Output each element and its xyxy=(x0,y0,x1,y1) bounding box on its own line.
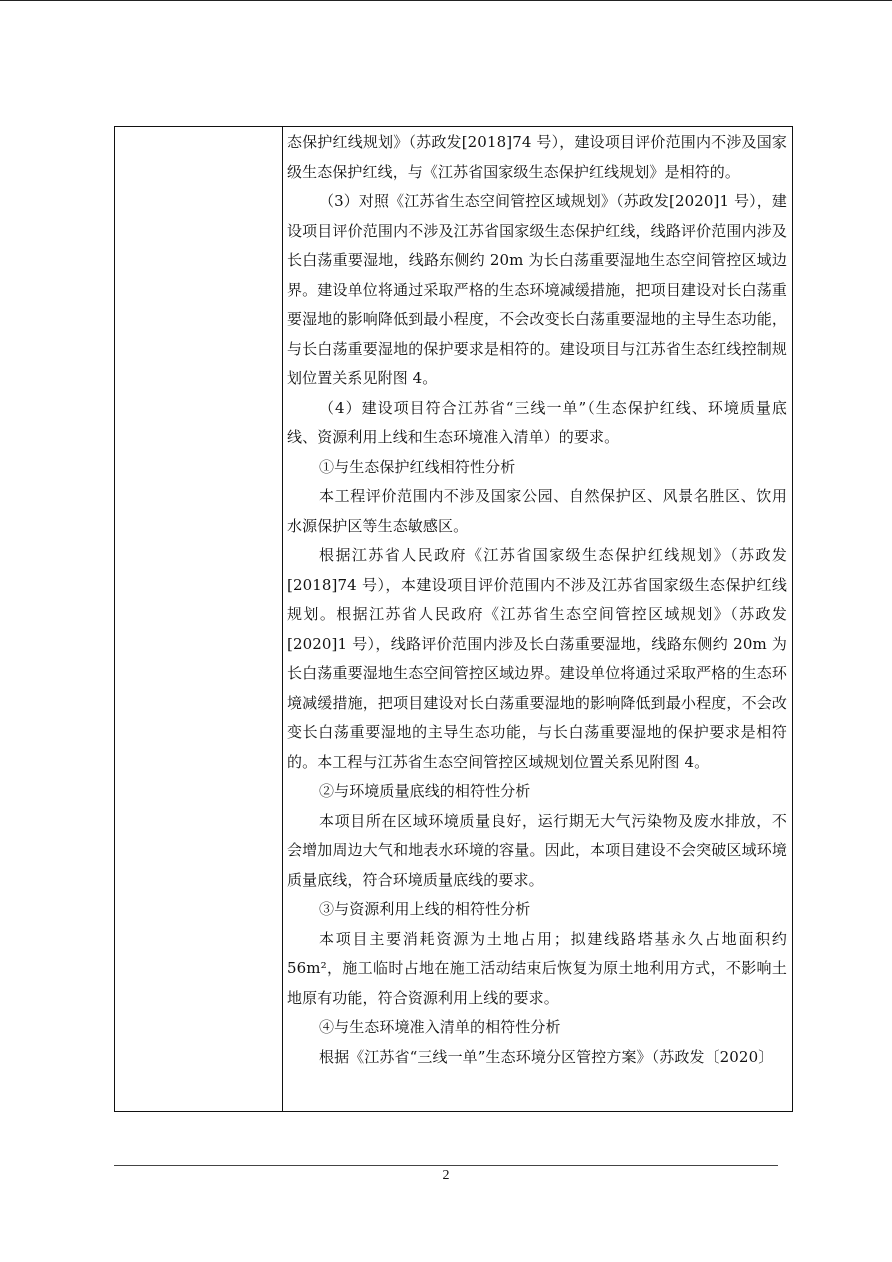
page-number: 2 xyxy=(442,1168,450,1183)
top-border-line xyxy=(0,0,892,1)
paragraph: （4）建设项目符合江苏省“三线一单”（生态保护红线、环境质量底线、资源利用上线和生态环境准入清单）的要求。 xyxy=(287,398,787,446)
paragraph: 根据江苏省人民政府《江苏省国家级生态保护红线规划》（苏政发[2018]74 号），本建设项目评价范围内不涉及江苏省国家级生态保护红线规划。根据江苏省人民政府《江苏省生态空间管控区域规划》（苏政发[2020]1 号），线路评价范围内涉及长白荡重要湿地，线路东侧约 20m 为长白荡重要湿地生态空间管控区域边界。建设单位将通过采取严格的生态环境减缓措施，把项目建设对长白荡重要湿地的影响降低到最小程度，不会改变长白荡重要湿地的主导生态功能，与长白荡重要湿地的保护要求是相符的。本工程与江苏省生态空间管控区域规划位置关系见附图 4。 xyxy=(287,546,787,771)
table-content-cell xyxy=(283,127,791,1111)
paragraph-heading: ①与生态保护红线相符性分析 xyxy=(319,457,516,476)
paragraph-heading: ③与资源利用上线的相符性分析 xyxy=(319,900,531,918)
paragraph: 本项目主要消耗资源为土地占用；拟建线路塔基永久占地面积约56m²，施工临时占地在施工活动结束后恢复为原土地利用方式，不影响土地原有功能，符合资源利用上线的要求。 xyxy=(287,929,787,1007)
paragraph: 根据《江苏省“三线一单”生态环境分区管控方案》（苏政发〔2020〕 xyxy=(319,1047,774,1066)
paragraph-heading: ④与生态环境准入清单的相符性分析 xyxy=(319,1018,561,1036)
document-table xyxy=(114,126,793,1112)
paragraph: 本项目所在区域环境质量良好，运行期无大气污染物及废水排放，不会增加周边大气和地表水环境的容量。因此，本项目建设不会突破区域环境质量底线，符合环境质量底线的要求。 xyxy=(287,811,787,889)
paragraph: 本工程评价范围内不涉及国家公园、自然保护区、风景名胜区、饮用水源保护区等生态敏感区。 xyxy=(287,487,787,535)
paragraph: （3）对照《江苏省生态空间管控区域规划》（苏政发[2020]1 号），建设项目评价范围内不涉及江苏省国家级生态保护红线，线路评价范围内涉及长白荡重要湿地，线路东侧约 20m 为长白荡重要湿地生态空间管控区域边界。建设单位将通过采取严格的生态环境减缓措施，把项目建设对长白荡重要湿地的影响降低到最小程度，不会改变长白荡重要湿地的主导生态功能，与长白荡重要湿地的保护要求是相符的。建设项目与江苏省生态红线控制规划位置关系见附图 4。 xyxy=(287,192,787,387)
table-label-column xyxy=(115,127,283,1111)
paragraph: 态保护红线规划》（苏政发[2018]74 号），建设项目评价范围内不涉及国家级生态保护红线，与《江苏省国家级生态保护红线规划》是相符的。 xyxy=(287,133,787,181)
footer-divider xyxy=(114,1165,778,1166)
paragraph-heading: ②与环境质量底线的相符性分析 xyxy=(319,782,531,800)
